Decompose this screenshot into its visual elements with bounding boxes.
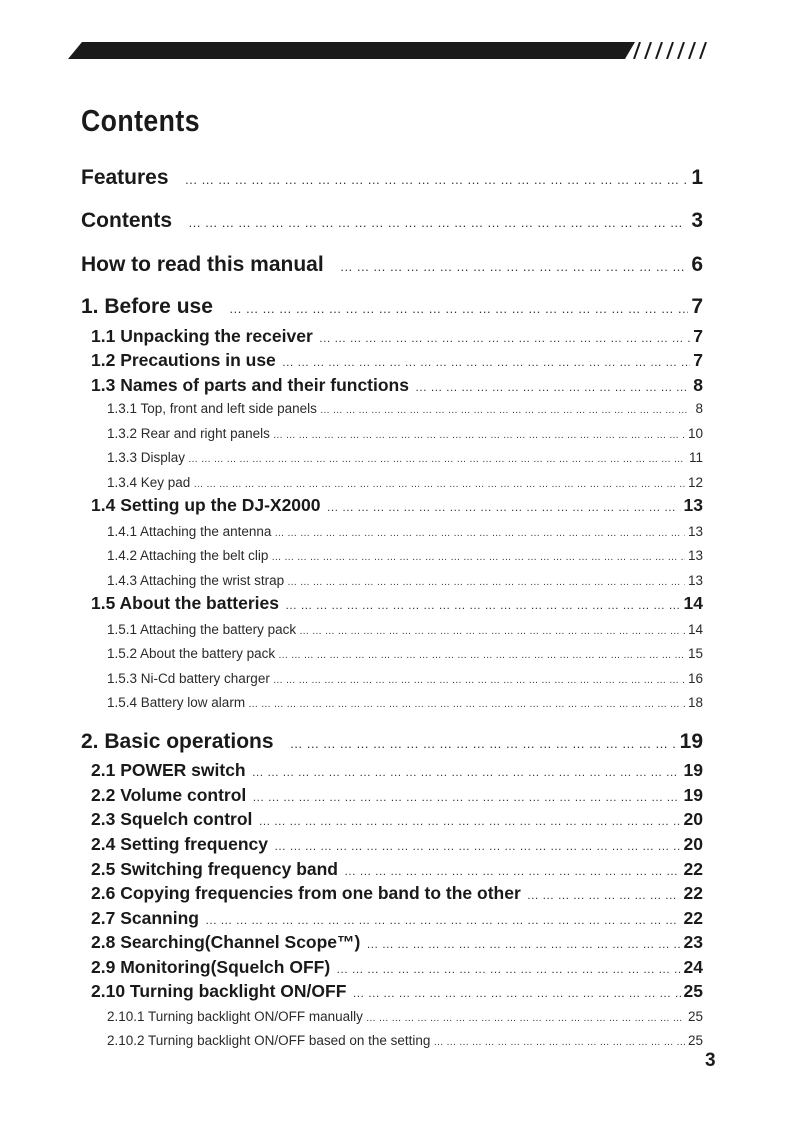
toc-entry-page: 16: [687, 671, 703, 686]
toc-entry-page: 6: [691, 253, 703, 276]
dot-leader: [340, 259, 689, 274]
toc-entry-label: 1.3.4 Key pad: [107, 475, 191, 490]
dot-leader: [327, 500, 681, 514]
toc-entry-page: 1: [691, 166, 703, 189]
toc-entry[interactable]: [107, 695, 703, 710]
toc-entry-page: 10: [687, 426, 703, 441]
toc-entry[interactable]: [107, 622, 703, 637]
toc-entry-label: 1.5.1 Attaching the battery pack: [107, 622, 297, 637]
toc-entry[interactable]: [91, 495, 703, 516]
dot-leader: [344, 864, 681, 878]
toc-entry-label: 1.1 Unpacking the receiver: [91, 326, 313, 346]
toc-entry[interactable]: [91, 883, 703, 904]
toc-entry-label: 1.4 Setting up the DJ-X2000: [91, 495, 321, 515]
toc-entry-page: 23: [683, 932, 703, 952]
dot-leader: [336, 962, 680, 976]
toc-entry[interactable]: [91, 350, 703, 371]
toc-entry-label: 1.4.1 Attaching the antenna: [107, 524, 272, 539]
toc-entry-page: 25: [687, 1033, 703, 1048]
dot-leader: [366, 937, 680, 951]
toc-entry[interactable]: [91, 785, 703, 806]
toc-entry-label: 1.2 Precautions in use: [91, 350, 276, 370]
dot-leader: [205, 913, 681, 927]
toc-entry-page: 13: [687, 573, 703, 588]
dot-leader: [278, 650, 685, 661]
dot-leader: [252, 765, 681, 779]
toc-entry-label: 2.3 Squelch control: [91, 809, 253, 829]
toc-entry[interactable]: [91, 834, 703, 855]
dot-leader: [352, 986, 680, 1000]
toc-entry[interactable]: [107, 646, 703, 661]
dot-leader: [527, 888, 681, 902]
toc-entry[interactable]: [107, 573, 703, 588]
toc-entry[interactable]: [107, 401, 703, 416]
dot-leader: [258, 814, 680, 828]
toc-entry-label: Features: [81, 166, 169, 189]
toc-entry[interactable]: [107, 548, 703, 563]
toc-entry-label: 1.3.2 Rear and right panels: [107, 426, 270, 441]
toc-entry-page: 12: [687, 475, 703, 490]
toc-entry-page: 13: [683, 495, 703, 515]
dot-leader: [287, 577, 685, 588]
toc-entry[interactable]: [91, 957, 703, 978]
toc-entry-label: 2.8 Searching(Channel Scope™): [91, 932, 361, 952]
toc-entry-page: 20: [683, 834, 703, 854]
dot-leader: [299, 626, 685, 637]
toc-entry-label: 1.4.3 Attaching the wrist strap: [107, 573, 285, 588]
toc-entry-page: 14: [683, 593, 703, 613]
dot-leader: [193, 479, 685, 490]
toc-entry-label: 1.3.3 Display: [107, 450, 186, 465]
toc-entry[interactable]: [107, 1009, 703, 1024]
toc-entry[interactable]: [107, 475, 703, 490]
toc-entry[interactable]: [81, 295, 703, 319]
toc-entry-label: 2.5 Switching frequency band: [91, 859, 338, 879]
toc-entry-label: How to read this manual: [81, 253, 324, 276]
toc-entry-label: 1.4.2 Attaching the belt clip: [107, 548, 269, 563]
toc-entry-label: 2.10 Turning backlight ON/OFF: [91, 981, 347, 1001]
toc-entry-label: 2.6 Copying frequencies from one band to the other: [91, 883, 521, 903]
dot-leader: [274, 528, 685, 539]
toc-entry-label: 1.5.2 About the battery pack: [107, 646, 276, 661]
dot-leader: [282, 355, 690, 369]
toc-entry-label: 2.1 POWER switch: [91, 760, 246, 780]
toc-entry-label: 1.3 Names of parts and their functions: [91, 375, 409, 395]
toc-entry-page: 15: [687, 646, 703, 661]
toc-entry-label: 1.3.1 Top, front and left side panels: [107, 401, 317, 416]
toc-entry-label: 1. Before use: [81, 295, 213, 318]
toc-entry-page: 14: [687, 622, 703, 637]
toc-entry[interactable]: [91, 981, 703, 1002]
toc-entry[interactable]: [81, 253, 703, 277]
toc-entry-label: 2.7 Scanning: [91, 908, 199, 928]
toc-entry-page: 3: [691, 209, 703, 232]
toc-entry[interactable]: [91, 760, 703, 781]
toc-entry[interactable]: [91, 809, 703, 830]
toc-entry-page: 13: [687, 524, 703, 539]
dot-leader: [320, 405, 693, 416]
toc-entry-page: 19: [679, 730, 703, 753]
toc-entry[interactable]: [91, 593, 703, 614]
toc-entry-label: 2.10.2 Turning backlight ON/OFF based on the setting: [107, 1033, 431, 1048]
toc-entry[interactable]: [107, 671, 703, 686]
toc-entry-page: 25: [687, 1009, 703, 1024]
toc-entry-page: 13: [687, 548, 703, 563]
toc-entry-label: 2.2 Volume control: [91, 785, 247, 805]
toc-entry-page: 7: [691, 295, 703, 318]
dot-leader: [273, 430, 685, 441]
toc-entry-page: 22: [683, 883, 703, 903]
toc-entry-label: 2. Basic operations: [81, 730, 274, 753]
dot-leader: [290, 736, 677, 751]
toc-entry-page: 20: [683, 809, 703, 829]
dot-leader: [366, 1013, 685, 1024]
toc-entry-page: 7: [693, 326, 703, 346]
toc-entry-label: 2.9 Monitoring(Squelch OFF): [91, 957, 331, 977]
toc-entry-page: 22: [683, 908, 703, 928]
toc-entry-page: 19: [683, 760, 703, 780]
toc-entry-label: 2.4 Setting frequency: [91, 834, 268, 854]
toc-entry-page: 18: [687, 695, 703, 710]
toc-entry-page: 22: [683, 859, 703, 879]
toc-entry-page: 8: [695, 401, 703, 416]
toc-entry[interactable]: [81, 730, 703, 754]
toc-entry-page: 25: [683, 981, 703, 1001]
toc-entry[interactable]: [91, 908, 703, 929]
toc-entry-page: 11: [688, 450, 703, 465]
toc-entry-page: 19: [683, 785, 703, 805]
toc-entry-label: 1.5.4 Battery low alarm: [107, 695, 246, 710]
page-number: 3: [705, 1050, 716, 1071]
dot-leader: [229, 301, 688, 316]
dot-leader: [188, 454, 686, 465]
toc-entry[interactable]: [91, 859, 703, 880]
toc-entry[interactable]: [91, 375, 703, 396]
dot-leader: [188, 215, 688, 230]
dot-leader: [274, 839, 681, 853]
toc-entry[interactable]: [91, 932, 703, 953]
toc-entry[interactable]: [81, 209, 703, 233]
toc-entry[interactable]: [107, 450, 703, 465]
toc-entry[interactable]: [107, 524, 703, 539]
toc-entry-page: 8: [693, 375, 703, 395]
toc-entry-label: 2.10.1 Turning backlight ON/OFF manually: [107, 1009, 363, 1024]
toc-entry-page: 24: [683, 957, 703, 977]
dot-leader: [433, 1037, 685, 1048]
toc-entry-label: 1.5.3 Ni-Cd battery charger: [107, 671, 270, 686]
toc-entry[interactable]: [91, 326, 703, 347]
dot-leader: [248, 699, 685, 710]
dot-leader: [271, 552, 685, 563]
dot-leader: [252, 790, 680, 804]
page-title: Contents: [81, 103, 200, 138]
toc-entry[interactable]: [107, 1033, 703, 1048]
dot-leader: [415, 380, 690, 394]
toc-entry[interactable]: [107, 426, 703, 441]
dot-leader: [319, 331, 690, 345]
toc-entry[interactable]: [81, 166, 703, 190]
toc-entry-label: 1.5 About the batteries: [91, 593, 279, 613]
dot-leader: [185, 172, 689, 187]
toc-entry-page: 7: [693, 350, 703, 370]
dot-leader: [273, 675, 685, 686]
toc-entry-label: Contents: [81, 209, 172, 232]
dot-leader: [285, 598, 681, 612]
